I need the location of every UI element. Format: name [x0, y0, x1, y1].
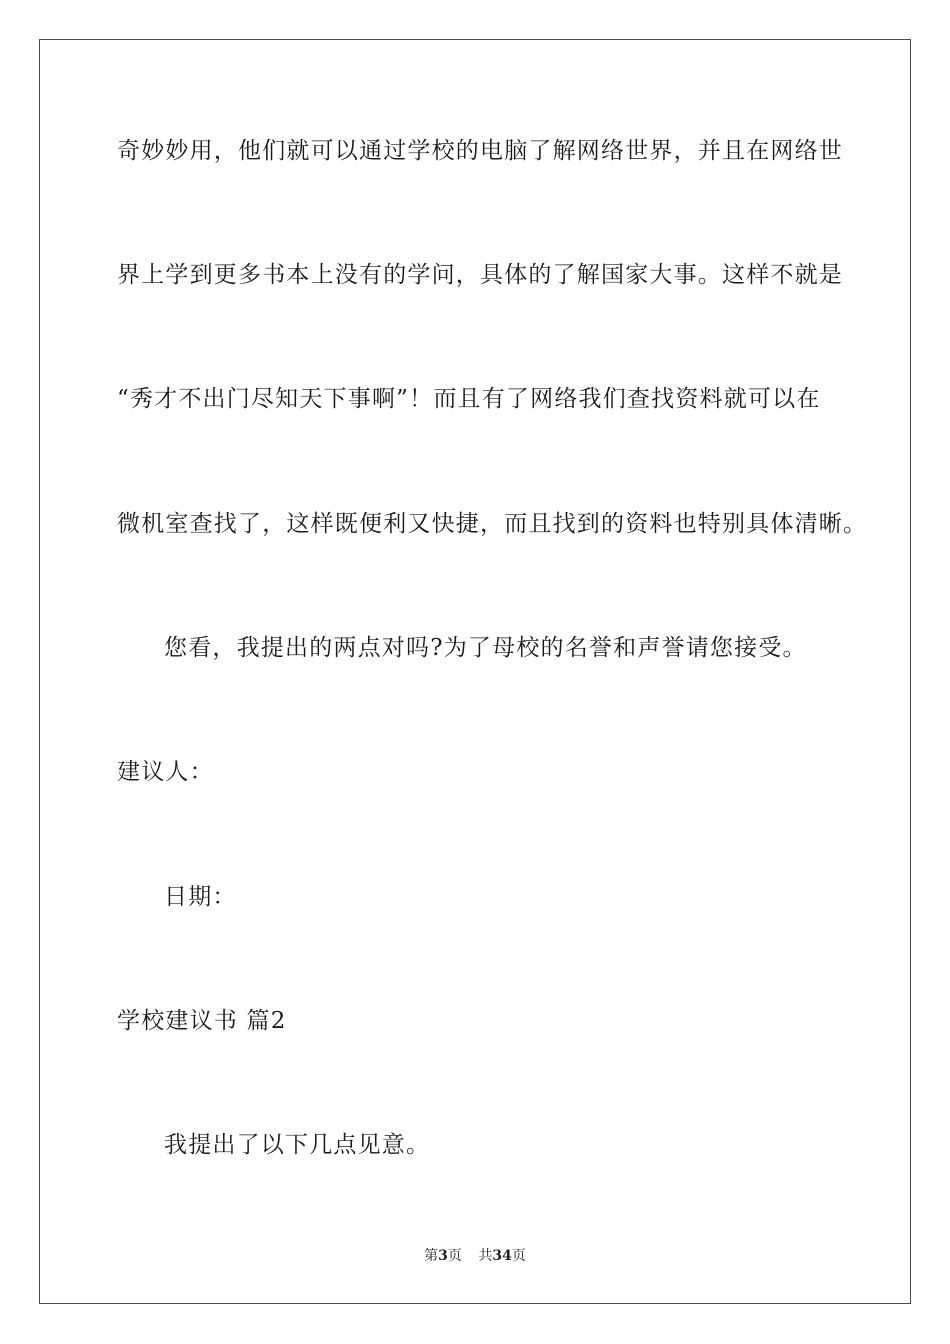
body-line-3: “秀才不出门尽知天下事啊”！而且有了网络我们查找资料就可以在 — [117, 386, 821, 412]
date-label: 日期： — [164, 884, 237, 910]
page-border — [39, 39, 911, 1304]
total-pages-indicator: 共34页 — [478, 1248, 526, 1264]
body-paragraph: 您看，我提出的两点对吗?为了母校的名誉和声誉请您接受。 — [164, 635, 807, 661]
total-pages: 34 — [492, 1248, 512, 1264]
body-line-1: 奇妙妙用，他们就可以通过学校的电脑了解网络世界，并且在网络世 — [117, 138, 843, 164]
body-paragraph-2: 我提出了以下几点见意。 — [164, 1132, 431, 1158]
body-line-4: 微机室查找了，这样既便利又快捷，而且找到的资料也特别具体清晰。 — [117, 511, 868, 537]
page-number: 3 — [438, 1248, 448, 1264]
body-line-2: 界上学到更多书本上没有的学问，具体的了解国家大事。这样不就是 — [117, 262, 843, 288]
section-heading: 学校建议书 篇2 — [117, 1008, 287, 1034]
proposer-label: 建议人： — [117, 759, 214, 785]
page-footer — [0, 1247, 950, 1265]
page-indicator: 第3页 — [424, 1248, 462, 1264]
